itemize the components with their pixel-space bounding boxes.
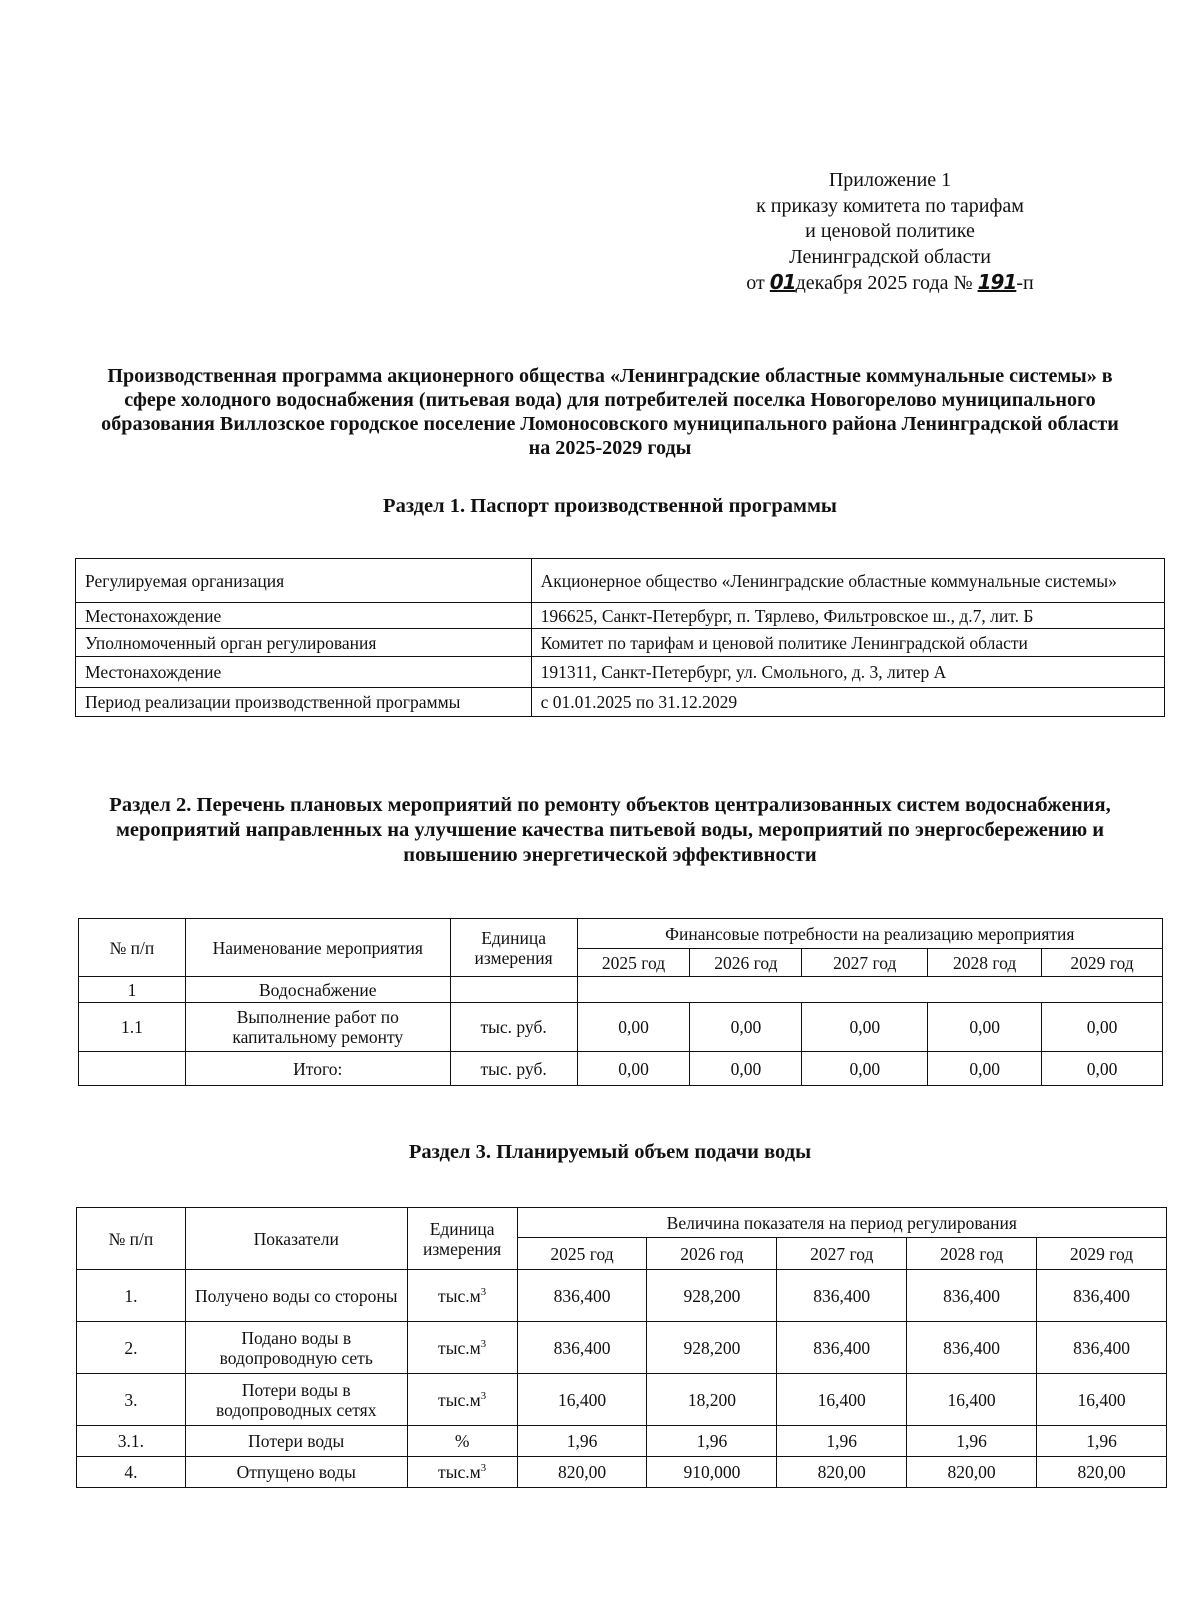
- table-row: [77, 1374, 1167, 1426]
- row-num: 3.1.: [77, 1426, 186, 1457]
- section2-heading: Раздел 2. Перечень плановых мероприятий по ремонту объектов централизованных систем водоснабжения, мероприятий направленных на улучшение качества питьевой воды, мероприятий по энергосбережению и повышению энергетической эффективности: [109, 794, 1111, 866]
- col-header-name: Показатели: [185, 1208, 407, 1270]
- row-value: 836,400: [1037, 1322, 1167, 1374]
- row-value: 0,00: [928, 1003, 1042, 1052]
- table-row: [76, 688, 1165, 717]
- row-name: Получено воды со стороны: [185, 1270, 407, 1322]
- table-row: [77, 1426, 1167, 1457]
- row-name: Водоснабжение: [185, 977, 450, 1003]
- table-row: [77, 1270, 1167, 1322]
- row-unit: $тыс.м^3$: [407, 1270, 517, 1322]
- row-name: Итого:: [185, 1052, 450, 1086]
- passport-value: с 01.01.2025 по 31.12.2029: [531, 688, 1164, 717]
- row-unit: тыс. руб.: [450, 1003, 577, 1052]
- row-value: 1,96: [517, 1426, 647, 1457]
- appendix-header: [700, 168, 1080, 297]
- row-unit: тыс. руб.: [450, 1052, 577, 1086]
- table-row-total: [79, 1052, 1163, 1086]
- col-header-year: 2029 год: [1042, 949, 1163, 977]
- table-row: [77, 1457, 1167, 1488]
- table-header-row: [79, 919, 1163, 949]
- passport-value: Комитет по тарифам и ценовой политике Ленинградской области: [531, 629, 1164, 657]
- row-value: 928,200: [647, 1270, 777, 1322]
- row-value: 18,200: [647, 1374, 777, 1426]
- row-value: 820,00: [777, 1457, 907, 1488]
- section3-heading: Раздел 3. Планируемый объем подачи воды: [408, 1141, 812, 1163]
- row-name: Потери воды в водопроводных сетях: [185, 1374, 407, 1426]
- row-num: 3.: [77, 1374, 186, 1426]
- row-value: 0,00: [1042, 1052, 1163, 1086]
- appendix-title: Приложение 1: [828, 169, 952, 191]
- document-title: Производственная программа акционерного общества «Ленинградские областные коммунальные системы» в сфере холодного водоснабжения (питьевая вода) для потребителей поселка Новогорелово муниципального образования Виллозское городское поселение Ломоносовского муниципального района Ленинградской области на 2025-2029 годы: [101, 365, 1119, 459]
- col-header-year: 2029 год: [1037, 1238, 1167, 1270]
- row-name: Потери воды: [185, 1426, 407, 1457]
- row-value: 836,400: [777, 1322, 907, 1374]
- row-value: 0,00: [577, 1003, 690, 1052]
- row-value: 1,96: [647, 1426, 777, 1457]
- row-unit: [450, 977, 577, 1003]
- table-row: [76, 657, 1165, 688]
- col-header-year: 2028 год: [928, 949, 1042, 977]
- water-supply-table: [76, 1207, 1167, 1488]
- col-header-num: № п/п: [79, 919, 186, 977]
- order-date-line: от 01декабря 2025 года № 191-п: [746, 270, 1034, 294]
- col-header-year: 2028 год: [907, 1238, 1037, 1270]
- passport-table: [75, 558, 1165, 717]
- row-value: 836,400: [517, 1270, 647, 1322]
- handwritten-day: 01: [769, 270, 796, 294]
- col-header-year: 2025 год: [577, 949, 690, 977]
- row-value: 0,00: [690, 1003, 802, 1052]
- row-value: 820,00: [907, 1457, 1037, 1488]
- table-row: [79, 977, 1163, 1003]
- passport-value: Акционерное общество «Ленинградские областные коммунальные системы»: [531, 559, 1164, 603]
- row-name: Выполнение работ по капитальному ремонту: [185, 1003, 450, 1052]
- passport-value: 196625, Санкт-Петербург, п. Тярлево, Фильтровское ш., д.7, лит. Б: [531, 603, 1164, 629]
- row-unit: $тыс.м^3$: [407, 1457, 517, 1488]
- table-row: [77, 1322, 1167, 1374]
- row-value: 1,96: [777, 1426, 907, 1457]
- row-value: 928,200: [647, 1322, 777, 1374]
- row-num: 1.1: [79, 1003, 186, 1052]
- col-header-group: Величина показателя на период регулирования: [517, 1208, 1166, 1238]
- row-value: 820,00: [517, 1457, 647, 1488]
- passport-label: Период реализации производственной программы: [76, 688, 532, 717]
- col-header-year: 2025 год: [517, 1238, 647, 1270]
- row-value: 16,400: [907, 1374, 1037, 1426]
- col-header-year: 2027 год: [777, 1238, 907, 1270]
- row-num: 1.: [77, 1270, 186, 1322]
- row-name: Отпущено воды: [185, 1457, 407, 1488]
- row-value: 0,00: [802, 1003, 928, 1052]
- row-num: 1: [79, 977, 186, 1003]
- col-header-unit: Единица измерения: [450, 919, 577, 977]
- col-header-num: № п/п: [77, 1208, 186, 1270]
- table-row: [79, 1003, 1163, 1052]
- row-name: Подано воды в водопроводную сеть: [185, 1322, 407, 1374]
- col-header-year: 2027 год: [802, 949, 928, 977]
- row-empty: [577, 977, 1162, 1003]
- row-value: 0,00: [690, 1052, 802, 1086]
- row-value: 16,400: [777, 1374, 907, 1426]
- row-value: 0,00: [1042, 1003, 1163, 1052]
- table-row: [76, 629, 1165, 657]
- passport-label: Уполномоченный орган регулирования: [76, 629, 532, 657]
- passport-label: Местонахождение: [76, 603, 532, 629]
- row-num: 2.: [77, 1322, 186, 1374]
- row-value: 1,96: [1037, 1426, 1167, 1457]
- measures-table: [78, 918, 1163, 1086]
- col-header-name: Наименование мероприятия: [185, 919, 450, 977]
- table-row: [76, 559, 1165, 603]
- passport-value: 191311, Санкт-Петербург, ул. Смольного, д. 3, литер А: [531, 657, 1164, 688]
- row-value: 836,400: [907, 1322, 1037, 1374]
- row-value: 16,400: [517, 1374, 647, 1426]
- section1-heading: Раздел 1. Паспорт производственной программы: [383, 495, 837, 517]
- table-header-row: [77, 1208, 1167, 1238]
- col-header-group: Финансовые потребности на реализацию мероприятия: [577, 919, 1162, 949]
- handwritten-order-number: 191: [977, 270, 1017, 294]
- row-value: 16,400: [1037, 1374, 1167, 1426]
- row-num: [79, 1052, 186, 1086]
- row-value: 836,400: [907, 1270, 1037, 1322]
- col-header-year: 2026 год: [690, 949, 802, 977]
- row-unit: $тыс.м^3$: [407, 1374, 517, 1426]
- row-value: 836,400: [1037, 1270, 1167, 1322]
- row-value: 836,400: [517, 1322, 647, 1374]
- passport-label: Регулируемая организация: [76, 559, 532, 603]
- row-value: 0,00: [928, 1052, 1042, 1086]
- row-value: 0,00: [802, 1052, 928, 1086]
- passport-label: Местонахождение: [76, 657, 532, 688]
- row-value: 910,000: [647, 1457, 777, 1488]
- appendix-line: Ленинградской области: [789, 245, 991, 268]
- row-unit: $тыс.м^3$: [407, 1322, 517, 1374]
- appendix-line: и ценовой политике: [805, 220, 975, 242]
- row-value: 0,00: [577, 1052, 690, 1086]
- row-num: 4.: [77, 1457, 186, 1488]
- appendix-line: к приказу комитета по тарифам: [756, 194, 1024, 217]
- row-value: 1,96: [907, 1426, 1037, 1457]
- row-value: 836,400: [777, 1270, 907, 1322]
- table-row: [76, 603, 1165, 629]
- col-header-unit: Единица измерения: [407, 1208, 517, 1270]
- col-header-year: 2026 год: [647, 1238, 777, 1270]
- row-value: 820,00: [1037, 1457, 1167, 1488]
- row-unit: %: [407, 1426, 517, 1457]
